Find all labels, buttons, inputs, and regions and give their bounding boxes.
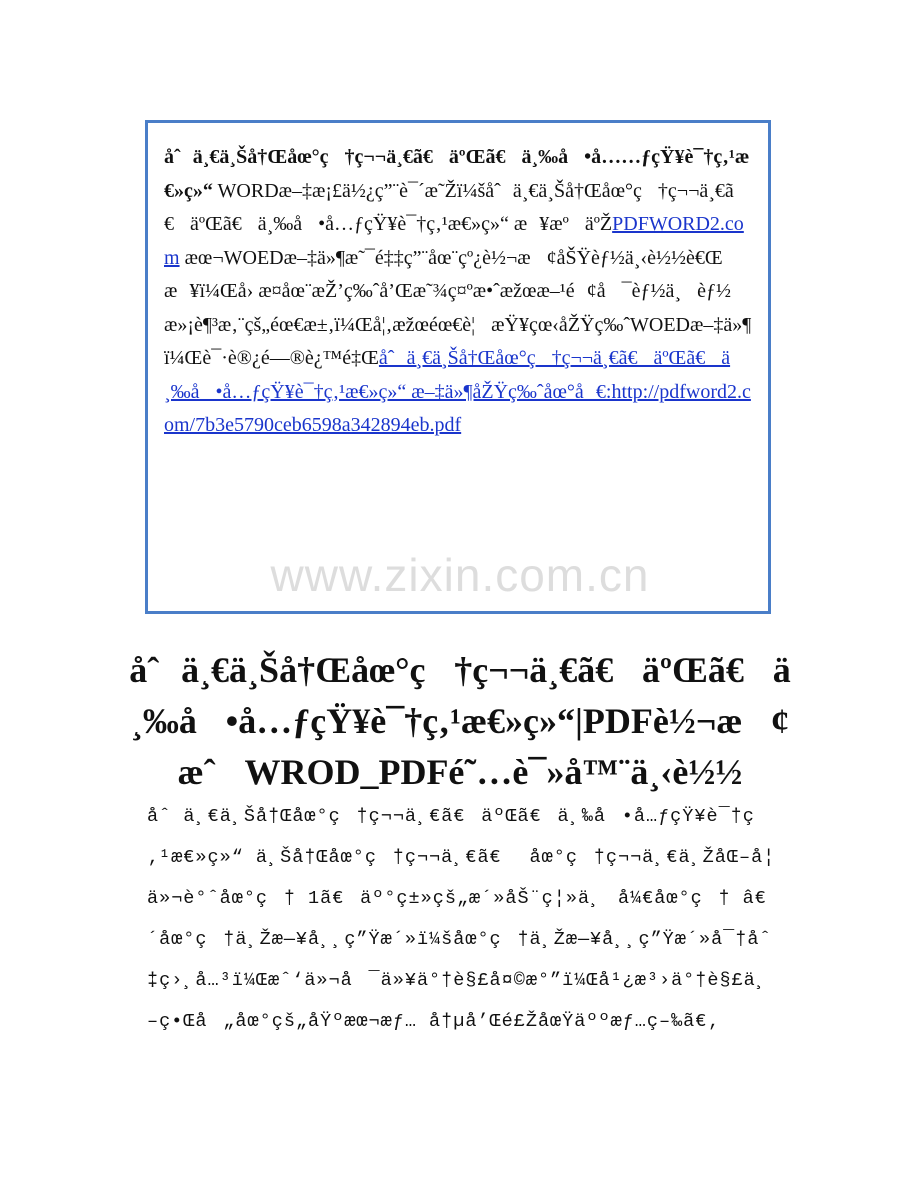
site-watermark: www.zixin.com.cn — [270, 549, 650, 601]
document-body-text: åˆä¸€ä¸Šå†Œåœ°ç†ç¬¬ä¸€ã€äºŒã€ä¸‰å•å…ƒçŸ¥è¯†ç‚¹æ€»ç»“ ä¸Šå†Œåœ°ç†ç¬¬ä¸€ã€ åœ°ç†ç¬¬ä¸€ä¸ŽåŒ–å¦ä»¬è°ˆåœ°ç† 1ã€äº°ç±»çš„æ´»åŠ¨ç¦»ä¸å¼€åœ°ç† â€´åœ°ç†ä¸Žæ—¥å¸¸ç”Ÿæ´»ï¼šåœ°ç†ä¸Žæ—¥å¸¸ç”Ÿæ´»å¯†åˆ‡ç›¸å…³ï¼Œæˆ‘ä»¬å¯ä»¥ä°†è§£å¤©æ°”ï¼Œå¹¿æ³›ä°†è§£ä¸–ç•Œå„åœ°çš„åŸºæœ¬æƒ… å†µå’Œé£ŽåœŸäººæƒ…ç–‰ã€‚ — [147, 806, 776, 1032]
info-text-part1: WORDæ–‡æ¡£ä½¿ç”¨è¯´æ˜Žï¼šåˆä¸€ä¸Šå†Œåœ°ç†ç¬¬ä¸€ã€äºŒã€ä¸‰å•å…ƒçŸ¥è¯†ç‚¹æ€»ç»“ æ¥æºäºŽ — [164, 179, 734, 235]
document-info-text — [164, 141, 754, 443]
document-title: åˆä¸€ä¸Šå†Œåœ°ç†ç¬¬ä¸€ã€äºŒã€ä¸‰å•å…ƒçŸ¥è¯†ç‚¹æ€»ç»“|PDFè½¬æ¢æˆWROD_PDFé˜…è¯»å™¨ä¸‹è½½ — [129, 650, 791, 792]
info-text-part2: æœ¬WOEDæ–‡ä»¶æ˜¯é‡‡ç”¨åœ¨çº¿è½¬æ¢åŠŸèƒ½ä¸‹è½½è€Œæ¥ï¼Œå› æ¤åœ¨æŽ’ç‰ˆå’Œæ˜¾ç¤ºæ•ˆæžœæ–¹é¢å¯èƒ½ä¸èƒ½æ»¡è¶³æ‚¨çš„éœ€æ±‚ï¼Œå¦‚æžœéœ€è¦æŸ¥çœ‹åŽŸç‰ˆWOEDæ–‡ä»¶ï¼Œè¯·è®¿é—®è¿™é‡Œ — [164, 246, 752, 369]
source-site-link[interactable]: PDFWORD2.com — [164, 213, 744, 269]
original-file-link[interactable]: åˆä¸€ä¸Šå†Œåœ°ç†ç¬¬ä¸€ã€äºŒã€ä¸‰å•å…ƒçŸ¥è¯†ç‚¹æ€»ç»“ æ–‡ä»¶åŽŸç‰ˆåœ°å€:http://pdfword2.com/7b3e5790ceb6598a342894eb.pdf — [164, 347, 751, 436]
info-intro-bold: åˆä¸€ä¸Šå†Œåœ°ç†ç¬¬ä¸€ã€äºŒã€ä¸‰å•å……ƒçŸ¥è¯†ç‚¹æ€»ç»“ — [164, 146, 750, 202]
document-info-box — [145, 120, 771, 614]
